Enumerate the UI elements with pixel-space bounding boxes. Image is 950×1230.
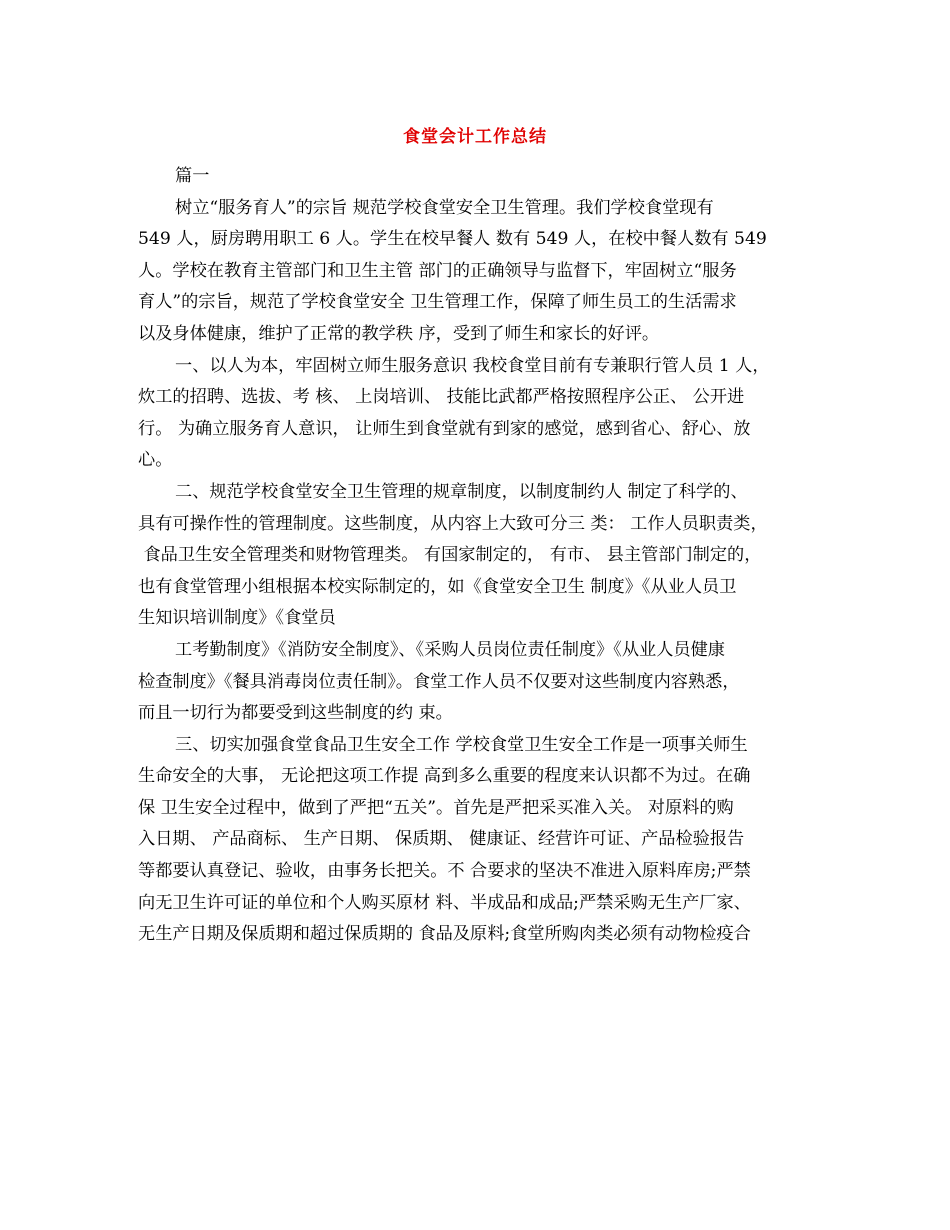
- body-line: 等都要认真登记、验收，由事务长把关。不 合要求的坚决不准进入原料库房;严禁: [138, 861, 751, 882]
- body-line: 生知识培训制度》《食堂员: [138, 608, 336, 629]
- body-line: 检查制度》《餐具消毒岗位责任制》。食堂工作人员不仅要对这些制度内容熟悉，: [138, 671, 740, 692]
- body-line: 具有可操作性的管理制度。这些制度，从内容上大致可分三 类： 工作人员职责类，: [138, 513, 768, 534]
- body-line: 二、规范学校食堂安全卫生管理的规章制度，以制度制约人 制定了科学的、: [175, 481, 748, 502]
- body-line: 保 卫生安全过程中，做到了严把“五关”。首先是严把采买准入关。 对原料的购: [138, 797, 734, 818]
- body-line: 而且一切行为都要受到这些制度的约 束。: [138, 703, 453, 724]
- body-line: 三、切实加强食堂食品卫生安全工作 学校食堂卫生安全工作是一项事关师生: [175, 734, 748, 755]
- body-line: 心。: [138, 450, 173, 471]
- document-body: [138, 161, 822, 951]
- body-line: 一、以人为本，牢固树立师生服务意识 我校食堂目前有专兼职行管人员 1 人，: [175, 355, 770, 376]
- body-line: 篇一: [175, 166, 210, 186]
- body-line: 向无卫生许可证的单位和个人购买原材 料、半成品和成品;严禁采购无生产厂家、: [138, 892, 751, 913]
- body-line: 549 人，厨房聘用职工 6 人。学生在校早餐人 数有 549 人，在校中餐人数有 549: [138, 229, 767, 250]
- body-line: 人。学校在教育主管部门和卫生主管 部门的正确领导与监督下，牢固树立“服务: [138, 260, 737, 281]
- body-line: 也有食堂管理小组根据本校实际制定的，如《食堂安全卫生 制度》《从业人员卫: [138, 576, 737, 597]
- body-line: 树立“服务育人”的宗旨 规范学校食堂安全卫生管理。我们学校食堂现有: [175, 197, 714, 218]
- body-line: 入日期、 产品商标、 生产日期、 保质期、 健康证、经营许可证、产品检验报告: [138, 829, 745, 850]
- body-line: 以及身体健康，维护了正常的教学秩 序，受到了师生和家长的好评。: [138, 323, 660, 344]
- body-line: 行。 为确立服务育人意识， 让师生到食堂就有到家的感觉，感到省心、舒心、放: [138, 418, 751, 439]
- body-line: 炊工的招聘、选拔、考 核、 上岗培训、 技能比武都严格按照程序公正、 公开进: [138, 387, 745, 408]
- document-title: 食堂会计工作总结: [403, 127, 547, 147]
- body-line: 无生产日期及保质期和超过保质期的 食品及原料;食堂所购肉类必须有动物检疫合: [138, 924, 751, 945]
- body-line: 育人”的宗旨，规范了学校食堂安全 卫生管理工作，保障了师生员工的生活需求: [138, 292, 737, 313]
- body-line: 生命安全的大事， 无论把这项工作提 高到多么重要的程度来认识都不为过。在确: [138, 766, 751, 787]
- body-line: 食品卫生安全管理类和财物管理类。 有国家制定的， 有市、 县主管部门制定的，: [138, 545, 762, 566]
- body-line: 工考勤制度》《消防安全制度》、《采购人员岗位责任制度》《从业人员健康: [175, 639, 725, 660]
